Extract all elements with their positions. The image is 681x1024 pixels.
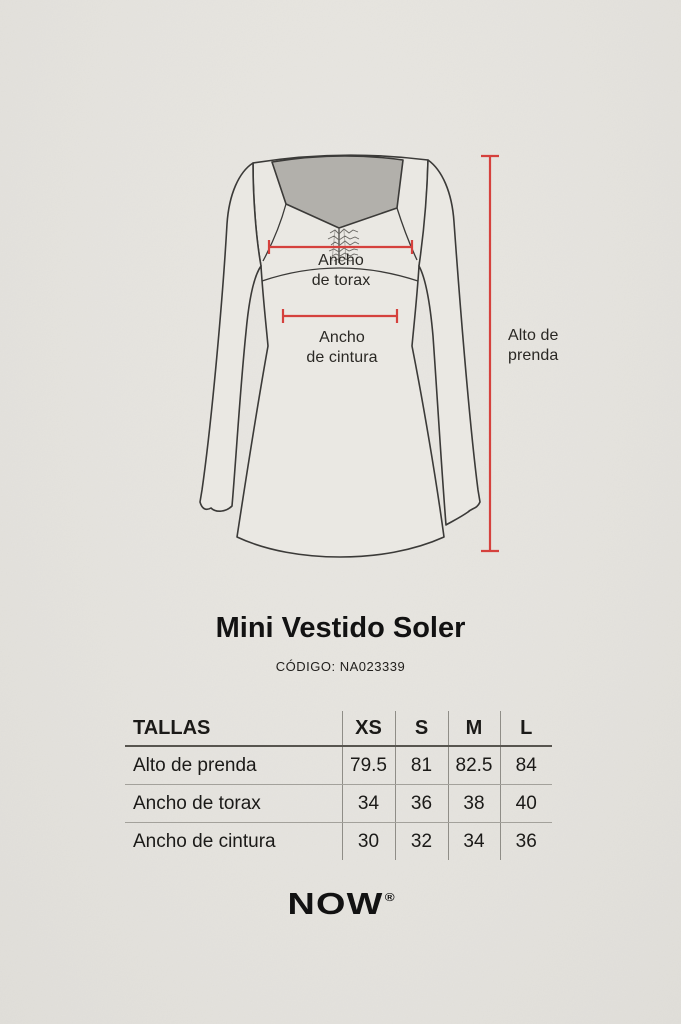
cell-value: 40 — [500, 785, 552, 823]
table-row-alto-de-prenda — [125, 746, 552, 785]
height-measure-label — [508, 326, 628, 366]
size-col-m: M — [448, 711, 500, 746]
size-col-l: L — [500, 711, 552, 746]
brand-logo — [288, 886, 394, 922]
product-code: CÓDIGO: NA023339 — [275, 659, 406, 674]
height-label-line1: Alto de — [508, 327, 559, 344]
chest-label-line1: Ancho — [318, 252, 364, 269]
brand-footer — [0, 886, 681, 922]
size-table — [125, 711, 552, 860]
row-label: Ancho de cintura — [133, 830, 276, 852]
size-col-xs: XS — [342, 711, 395, 746]
cell-value: 38 — [448, 785, 500, 823]
product-title: Mini Vestido Soler — [215, 612, 466, 644]
size-col-s: S — [395, 711, 448, 746]
waist-measure-label — [242, 328, 442, 368]
table-row-ancho-de-cintura — [125, 823, 552, 861]
cell-value: 36 — [500, 823, 552, 861]
cell-value: 81 — [395, 746, 448, 785]
registered-mark: ® — [384, 892, 395, 904]
chest-label-line2: de torax — [311, 272, 371, 289]
table-row-ancho-de-torax — [125, 785, 552, 823]
waist-label-line1: Ancho — [319, 329, 365, 346]
size-table-header-row — [125, 711, 552, 746]
size-table-title: TALLAS — [125, 711, 342, 746]
height-label-line2: prenda — [508, 347, 559, 364]
cell-value: 36 — [395, 785, 448, 823]
cell-value: 84 — [500, 746, 552, 785]
brand-name: NOW — [287, 886, 384, 921]
cell-value: 79.5 — [342, 746, 395, 785]
row-label: Ancho de torax — [125, 785, 342, 823]
cell-value: 82.5 — [448, 746, 500, 785]
waist-label-line2: de cintura — [306, 349, 378, 366]
row-label: Alto de prenda — [125, 746, 342, 785]
chest-measure-label — [241, 251, 441, 291]
cell-value: 32 — [395, 823, 448, 861]
cell-value: 30 — [342, 823, 395, 861]
cell-value: 34 — [342, 785, 395, 823]
cell-value: 34 — [448, 823, 500, 861]
